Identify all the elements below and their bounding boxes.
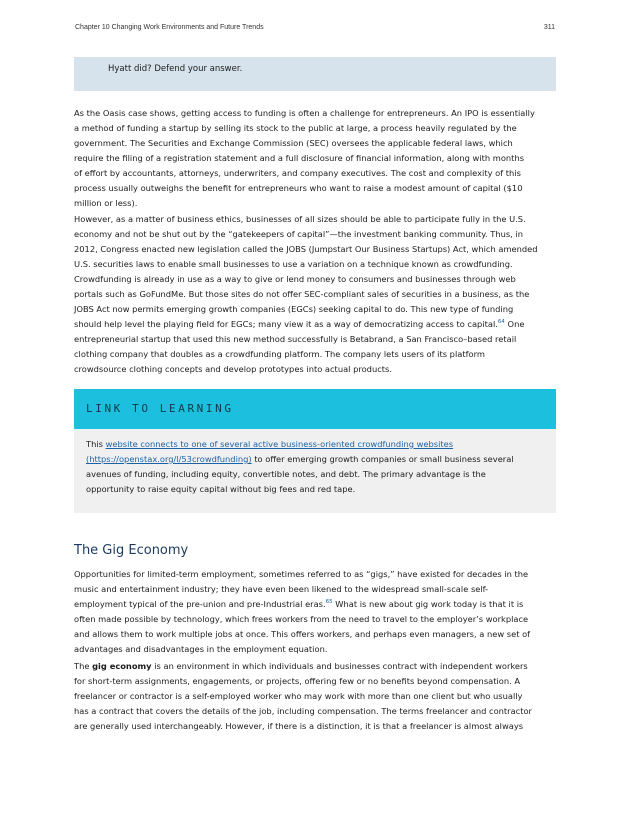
chapter-title: Chapter 10 Changing Work Environments and Future Trends [75, 24, 264, 31]
text-fragment: One [504, 319, 525, 329]
text-fragment: employment typical of the pre-union and pre-Industrial eras. [74, 599, 326, 609]
page-number: 311 [543, 24, 555, 31]
crowdfunding-url-link[interactable]: (https://openstax.org/l/53crowdfunding) [86, 454, 252, 464]
paragraph-gig-economy-definition [74, 659, 556, 734]
text-line [86, 437, 546, 452]
footnote-ref-64[interactable]: 64 [497, 319, 505, 325]
key-term: gig economy [92, 661, 152, 671]
text-line [74, 317, 556, 332]
text-line: require the filing of a registration statement and a full disclosure of financial information, along with months [74, 153, 525, 163]
text-line: music and entertainment industry; they have even been likened to the widespread small-scale self- [74, 584, 489, 594]
text-line: freelancer or contractor is a self-employed worker who may work with more than one client but who usually [74, 691, 523, 701]
paragraph-jobs-act [74, 212, 556, 377]
text-line: However, as a matter of business ethics, businesses of all sizes should be able to participate fully in the U.S. [74, 214, 526, 224]
text-fragment: should help level the playing field for EGCs; many view it as a way of democratizing access to capital. [74, 319, 498, 329]
text-line: often made possible by technology, which frees workers from the need to travel to the employer’s workplace [74, 614, 529, 624]
text-line: U.S. securities laws to enable small businesses to use a variation on a technique known as crowdfunding. [74, 259, 513, 269]
link-to-learning-box [74, 389, 556, 513]
text-line: for short-term assignments, engagements, or projects, offering few or no benefits beyond compensation. A [74, 676, 521, 686]
text-line: economy and not be shut out by the “gatekeepers of capital”—the investment banking community. Thus, in [74, 229, 524, 239]
text-line: As the Oasis case shows, getting access to funding is often a challenge for entrepreneurs. An IPO is essentially [74, 108, 535, 118]
text-line: a method of funding a startup by selling its stock to the public at large, a process heavily regulated by the [74, 123, 517, 133]
text-line: government. The Securities and Exchange Commission (SEC) oversees the applicable federal laws, which [74, 138, 513, 148]
link-to-learning-title: LINK TO LEARNING [86, 402, 234, 415]
paragraph-ipo [74, 106, 556, 211]
paragraph-gigs [74, 567, 556, 657]
text-line: avenues of funding, including equity, convertible notes, and debt. The primary advantage is the [86, 469, 486, 479]
text-line: million or less). [74, 198, 138, 208]
crowdfunding-link[interactable]: website connects to one of several active business-oriented crowdfunding websites [105, 439, 454, 449]
text-line: has a contract that covers the details of the job, including compensation. The terms freelancer and contractor [74, 706, 532, 716]
text-line: entrepreneurial startup that used this new method successfully is Betabrand, a San Francisco–based retail [74, 334, 517, 344]
text-line: opportunity to raise equity capital without big fees and red tape. [86, 484, 356, 494]
text-line [74, 597, 556, 612]
text-line: advantages and disadvantages in the employment equation. [74, 644, 328, 654]
page-header [75, 24, 555, 36]
text-line: process usually outweighs the benefit for entrepreneurs who want to raise a modest amount of capital ($10 [74, 183, 523, 193]
text-line: Crowdfunding is already in use as a way to give or lend money to consumers and businesses through web [74, 274, 516, 284]
text-line: crowdsource clothing concepts and develop prototypes into actual products. [74, 364, 392, 374]
section-heading: The Gig Economy [74, 543, 189, 558]
question-box [74, 57, 556, 91]
text-line: of effort by accountants, attorneys, underwriters, and company executives. The cost and complexity of this [74, 168, 521, 178]
text-line [74, 659, 556, 674]
text-line: portals such as GoFundMe. But those sites do not offer SEC-compliant sales of securities in a business, as the [74, 289, 530, 299]
text-line: are generally used interchangeably. However, if there is a distinction, it is that a freelancer is almost always [74, 721, 524, 731]
text-fragment: What is new about gig work today is that it is [332, 599, 524, 609]
footnote-ref-65[interactable]: 65 [325, 599, 333, 605]
text-line: 2012, Congress enacted new legislation called the JOBS (Jumpstart Our Business Startups) Act, which amended [74, 244, 538, 254]
text-line: JOBS Act now permits emerging growth companies (EGCs) seeking capital to do. This new type of funding [74, 304, 514, 314]
text-line [86, 452, 546, 467]
text-fragment: to offer emerging growth companies or small business several [251, 454, 514, 464]
question-text: Hyatt did? Defend your answer. [108, 64, 243, 74]
text-fragment: is an environment in which individuals and businesses contract with independent workers [151, 661, 528, 671]
text-line: Opportunities for limited-term employment, sometimes referred to as “gigs,” have existed for decades in the [74, 569, 529, 579]
text-line: clothing company that doubles as a crowdfunding platform. The company lets users of its platform [74, 349, 485, 359]
text-fragment: This [86, 439, 106, 449]
text-fragment: The [74, 661, 93, 671]
link-to-learning-body [86, 437, 546, 497]
text-line: and allows them to work multiple jobs at once. This offers workers, and perhaps even managers, a new set of [74, 629, 531, 639]
link-to-learning-header [74, 389, 556, 429]
